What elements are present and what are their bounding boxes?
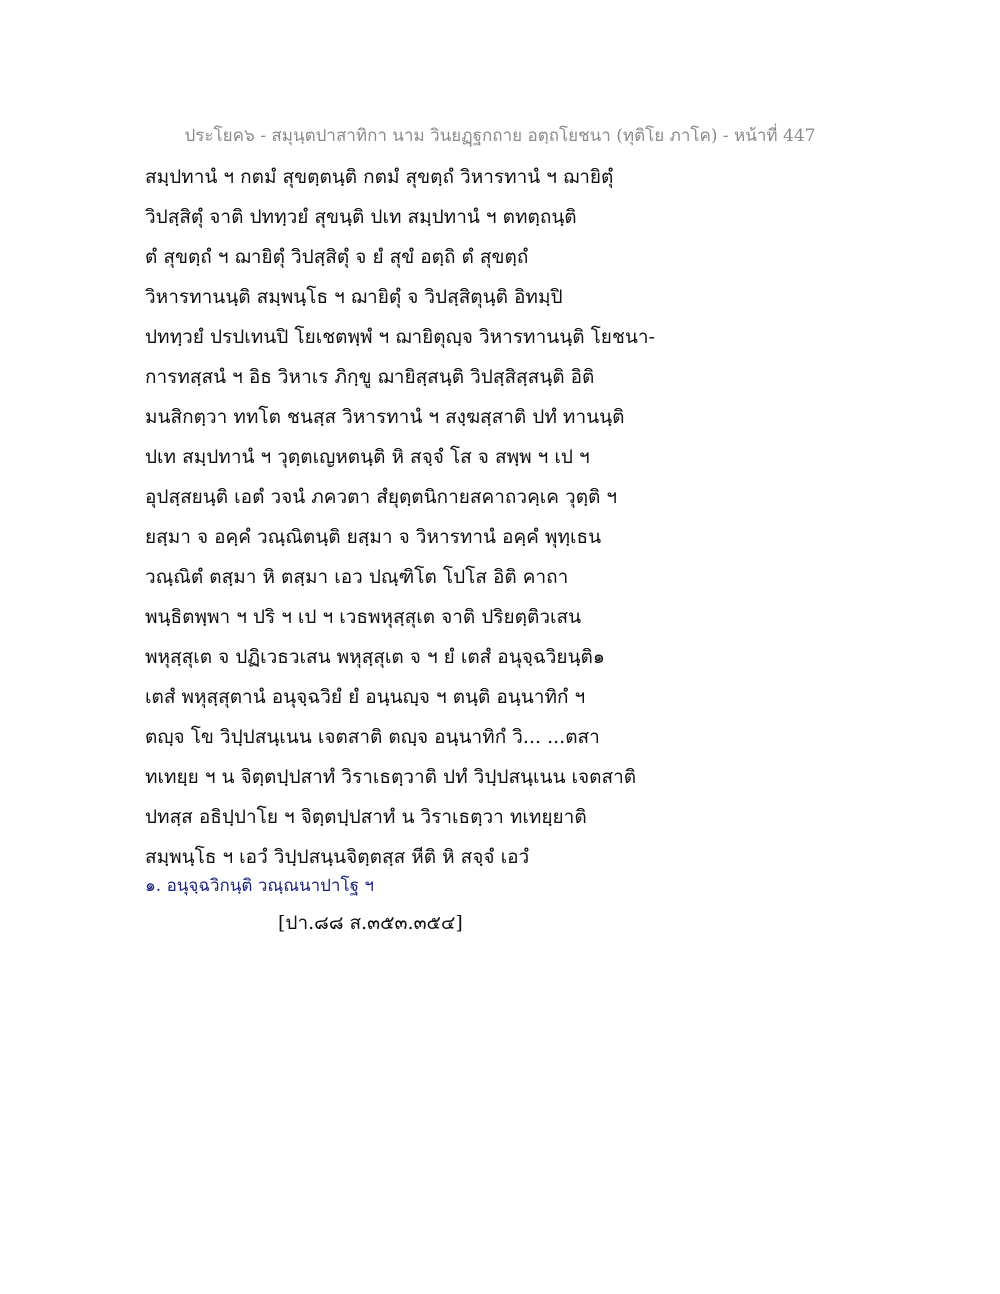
text-line: ตํ สุขตฺถํ ฯ ฌายิตุํ วิปสฺสิตุํ จ ยํ สุขํ อตฺถิ ตํ สุขตฺถํ (145, 246, 529, 268)
text-line: ปเท สมฺปทานํ ฯ วุตฺตเญหตนฺติ หิ สจฺจํ โส จ สพฺพ ฯ เป ฯ (145, 446, 590, 468)
text-line: พนฺธิตพฺพา ฯ ปริ ฯ เป ฯ เวธพหุสฺสุเต จาติ ปริยตฺติวเสน (145, 606, 582, 628)
text-line: วิปสฺสิตุํ จาติ ปททฺวยํ สุขนฺติ ปเท สมฺปทานํ ฯ ตทตฺถนฺติ (145, 206, 577, 228)
text-line: มนสิกตฺวา ททโต ชนสฺส วิหารทานํ ฯ สงฺฆสฺสาติ ปทํ ทานนฺติ (145, 406, 625, 428)
text-line: สมฺพนฺโธ ฯ เอวํ วิปฺปสนฺนจิตฺตสฺส หีติ หิ สจฺจํ เอวํ (145, 846, 530, 868)
text-line: ทเทยฺย ฯ น จิตฺตปฺปสาทํ วิราเธตฺวาติ ปทํ วิปฺปสนฺเนน เจตสาติ (145, 766, 637, 788)
text-line: วณฺณิตํ ตสฺมา หิ ตสฺมา เอว ปณฺฑิโต โปโส อิติ คาถา (145, 566, 569, 588)
text-line: อุปสฺสยนฺติ เอตํ วจนํ ภควตา สํยุตฺตนิกายสคาถวคฺเค วุตฺติ ฯ (145, 486, 618, 508)
text-line: วิหารทานนฺติ สมฺพนฺโธ ฯ ฌายิตุํ จ วิปสฺสิตุนฺติ อิทมฺปิ (145, 286, 563, 308)
text-line: ปททฺวยํ ปรปเทนปิ โยเชตพฺพํ ฯ ฌายิตุญฺจ วิหารทานนฺติ โยชนา- (145, 326, 655, 348)
footnote: ๑. อนุจฺฉวิกนฺติ วณฺณนาปาโฐ ฯ (145, 876, 374, 896)
text-line: ยสฺมา จ อคฺคํ วณฺณิตนฺติ ยสฺมา จ วิหารทานํ อคฺคํ พุทฺเธน (145, 526, 602, 548)
text-line: ตญฺจ โข วิปฺปสนฺเนน เจตสาติ ตญฺจ อนฺนาทิกํ วิ... ...ตสา (145, 726, 600, 748)
page-reference: [ปา.๘๘ ส.๓๕๓.๓๕๔] (278, 912, 463, 934)
body-text (145, 157, 925, 877)
text-line: พหุสฺสุเต จ ปฏิเวธวเสน พหุสฺสุเต จ ฯ ยํ เตสํ อนุจฺฉวิยนฺติ๑ (145, 646, 605, 668)
text-line: สมฺปทานํ ฯ กตมํ สุขตฺตนฺติ กตมํ สุขตฺถํ วิหารทานํ ฯ ฌายิตุํ (145, 166, 614, 188)
text-line: การทสฺสนํ ฯ อิธ วิหาเร ภิกฺขู ฌายิสฺสนฺติ วิปสฺสิสฺสนฺติ อิติ (145, 366, 595, 388)
page-header: ประโยค๖ - สมุนฺตปาสาทิกา นาม วินยฏฺฐกถาย อตฺถโยชนา (ทุติโย ภาโค) - หน้าที่ 447 (184, 126, 816, 146)
text-line: เตสํ พหุสฺสุตานํ อนุจฺฉวิยํ ยํ อนฺนญฺจ ฯ ตนฺติ อนฺนาทิกํ ฯ (145, 686, 586, 708)
text-line: ปทสฺส อธิปฺปาโย ฯ จิตฺตปฺปสาทํ น วิราเธตฺวา ทเทยฺยาติ (145, 806, 587, 828)
